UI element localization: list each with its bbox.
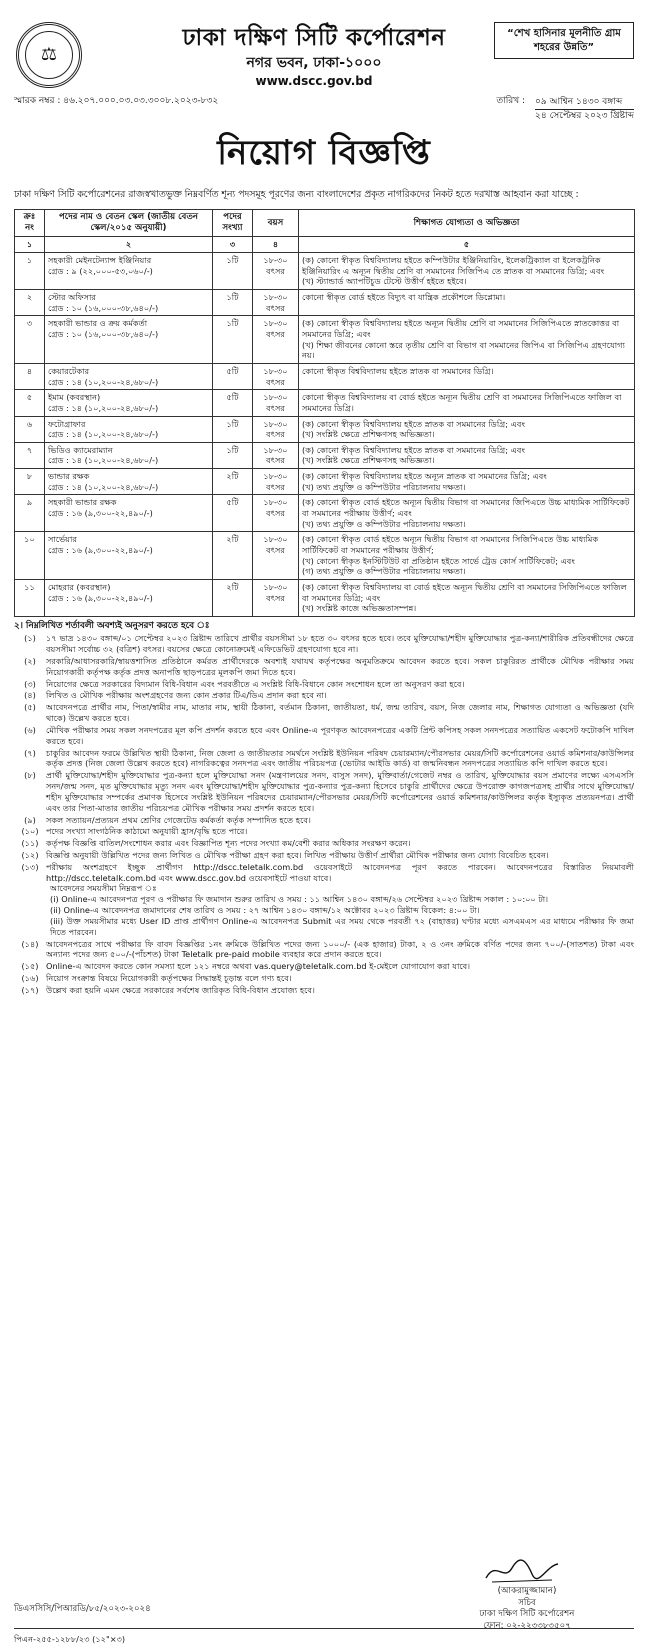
condition-item <box>14 656 634 678</box>
qualification-line: (ক) কোনো স্বীকৃত বিশ্ববিদ্যালয় হইতে অন্যূন দ্বিতীয় শ্রেণি বা সমমানের সিজিপিএতে স্নাতকোত্তর বা সমমানের ডিগ্রি; এবং <box>302 318 620 339</box>
condition-body <box>46 656 634 678</box>
condition-body <box>46 748 634 770</box>
pay-grade: গ্রেড : ১৪ (১০,২০০-২৪,৬৮০/-) <box>48 402 159 413</box>
table-header-row <box>15 209 635 236</box>
condition-subitem: (ii) Online-এ আবেদনপত্র জমাদানের শেষ তারিখ ও সময় : ২৭ আশ্বিন ১৪৩০ বঙ্গাব্দ/১২ অক্টোবর ২০২৩ খ্রিষ্টাব্দ বিকেল: ৪:০০ টা। <box>50 905 480 916</box>
condition-text: প্রার্থী মুক্তিযোদ্ধা/শহীদ মুক্তিযোদ্ধার পুত্র-কন্যা হলে মুক্তিযোদ্ধা সনদ (মন্ত্রণালয়ের সনদ, বাসুস সনদ), মুক্তিবার্তা/গেজেট নম্বর ও তারিখ, মুক্তিযোদ্ধার বয়স প্রমাণের লক্ষ্যে এসএসসি সনদ/জন্ম সনদ, মৃত মুক্তিযোদ্ধার মৃত্যু সনদ এবং মুক্তিযোদ্ধা/শহীদ মুক্তিযোদ্ধার পুত্র-কন্যার পুত্র-কন্যা হিসেবে চাকুরি প্রার্থীদের ক্ষেত্রে উপরোক্ত কাগজপত্রসহ প্রার্থীর সাথে মুক্তিযোদ্ধা/শহীদ মুক্তিযোদ্ধার সম্পর্কের প্রমাণক হিসেবে সংশ্লিষ্ট ইউনিয়ন পরিষদের চেয়ারম্যান/পৌরসভার মেয়র/সিটি কর্পোরেশনের ওয়ার্ড কমিশনার/কাউন্সিলর কর্তৃক ইস্যুকৃত প্রত্যয়নপত্র। প্রার্থী এবং তার পিতা-মাতার জাতীয় পরিচয়পত্র মৌখিক পরীক্ষার সময় প্রদর্শন করতে হবে। <box>46 770 634 813</box>
serial-cell: ৫ <box>15 390 45 416</box>
condition-item <box>14 961 634 972</box>
pay-grade: গ্রেড : ১৬ (৯,৩০০-২২,৪৯০/-) <box>48 545 153 556</box>
condition-body <box>46 633 634 655</box>
condition-body <box>46 985 634 996</box>
condition-item <box>14 702 634 724</box>
condition-item <box>14 850 634 861</box>
table-row <box>15 390 635 416</box>
qualification-cell <box>299 469 635 495</box>
condition-text: পরীক্ষায় অংশগ্রহণে ইচ্ছুক প্রার্থীগণ http://dscc.teletalk.com.bd ওয়েবসাইটে আবেদনপত্র পূরণ করতে পারবেন। আবেদনপত্রের বিস্তারিত নিয়মাবলী http://dscc.teletalk.com.bd এবং www.dscc.gov.bd ওয়েবসাইটে পাওয়া যাবে। <box>46 861 634 883</box>
header-age: বয়স <box>253 209 299 236</box>
qualification-line: (খ) সংশ্লিষ্ট কাজে অভিজ্ঞতাসম্পন্ন। <box>302 603 417 614</box>
condition-text: নিয়োগ সংক্রান্ত বিষয়ে নিয়োগকারী কর্তৃপক্ষের সিদ্ধান্তই চূড়ান্ত বলে গণ্য হবে। <box>46 973 292 984</box>
qualification-line: (খ) কোনো স্বীকৃত ইনস্টিটিউট বা প্রতিষ্ঠান হইতে সার্ভে ট্রেড কোর্স সার্টিফিকেট; এবং <box>302 555 575 566</box>
header-post: পদের নাম ও বেতন স্কেল (জাতীয় বেতন স্কেল/২০১৫ অনুযায়ী) <box>45 209 213 236</box>
condition-number: (৭) <box>24 747 36 758</box>
table-row <box>15 252 635 289</box>
memo-number: স্মারক নম্বর : ৪৬.২০৭.০০০.০৩.০৩.৩০০৮.২০২৩-৮৩২ <box>14 96 219 106</box>
serial-cell: ১১ <box>15 580 45 617</box>
qualification-line: কোনো স্বীকৃত বিশ্ববিদ্যালয় বা বোর্ড হইতে অন্যূন দ্বিতীয় শ্রেণি বা সমমানের সিজিপিএতে ফাজিল বা সমমানের ডিগ্রি। <box>302 392 622 413</box>
age-cell: ১৮-৩০ বৎসর <box>253 532 299 580</box>
col-number: ২ <box>45 237 213 253</box>
condition-subitem: (i) Online-এ আবেদনপত্র পূরণ ও পরীক্ষার ফি জমাদান শুরুর তারিখ ও সময় : ১১ আশ্বিন ১৪৩০ বঙ্গাব্দ/২৬ সেপ্টেম্বর ২০২৩ খ্রিষ্টাব্দ সকাল : ১০:০০ টা। <box>50 894 549 905</box>
post-count-cell: ১টি <box>213 416 253 442</box>
post-name: সার্ভেয়ার <box>48 534 77 545</box>
condition-number: (১২) <box>21 850 39 860</box>
condition-item <box>14 973 634 984</box>
condition-body <box>46 850 634 861</box>
condition-item <box>14 748 634 770</box>
condition-number: (১৫) <box>21 961 39 972</box>
print-code: পিএন-২৫৫-১২৮৮/২৩ (১২"×৩) <box>14 1634 126 1644</box>
age-cell: ১৮-৩০ বৎসর <box>253 416 299 442</box>
intro-paragraph: ঢাকা দক্ষিণ সিটি কর্পোরেশনের রাজস্বখাতভুক্ত নিম্নবর্ণিত শূন্য পদসমূহ পূরণের জন্য বাংলাদেশের প্রকৃত নাগরিকদের নিকট হতে দরখাস্ত আহবান করা যাচ্ছে : <box>14 188 579 200</box>
signature-block <box>442 1560 612 1632</box>
condition-item <box>14 725 634 747</box>
pay-grade: গ্রেড : ৯ (২২,০০০-৫৩,০৬০/-) <box>48 265 153 276</box>
pay-grade: গ্রেড : ১৪ (১০,২০০-২৪,৬৮০/-) <box>48 481 159 492</box>
condition-item <box>14 633 634 655</box>
post-count-cell: ২টি <box>213 469 253 495</box>
table-row <box>15 316 635 364</box>
condition-text: চাকুরির আবেদন ফরমে উল্লিখিত স্থায়ী ঠিকানা, নিজ জেলা ও জাতীয়তার সমর্থনে সংশ্লিষ্ট ইউনিয়ন পরিষদ চেয়ারম্যান/পৌরসভার মেয়র/সিটি কর্পোরেশনের ওয়ার্ড কমিশনার/কাউন্সিলর কর্তৃক প্রদত্ত (নিজ জেলা উল্লেখ করতে হবে) নাগরিকত্বের সনদপত্র এবং জাতীয় পরিচয়পত্র (ভোটার আইডি কার্ড) বা জন্মনিবন্ধন সনদপত্রের সত্যায়িত কপি দাখিল করতে হবে। <box>46 747 634 769</box>
condition-text: বিজ্ঞপ্তি অনুযায়ী উল্লিখিত পদের জন্য লিখিত ও মৌখিক পরীক্ষা গ্রহণ করা হবে। লিখিত পরীক্ষায় উত্তীর্ণ প্রার্থীরা মৌখিক পরীক্ষার জন্য যোগ্য বিবেচিত হবেন। <box>46 850 549 860</box>
serial-cell: ২ <box>15 289 45 315</box>
condition-item <box>14 939 634 961</box>
condition-body <box>46 838 634 849</box>
serial-cell: ৮ <box>15 469 45 495</box>
vacancy-table <box>14 209 635 617</box>
col-number: ৪ <box>253 237 299 253</box>
table-row <box>15 442 635 468</box>
qualification-line: (গ) তথ্য প্রযুক্তি ও কম্পিউটার পরিচালনায় দক্ষতা। <box>302 566 466 577</box>
post-count-cell: ৫টি <box>213 495 253 532</box>
age-cell: ১৮-৩০ বৎসর <box>253 469 299 495</box>
post-cell <box>45 316 213 364</box>
column-number-row <box>15 237 635 253</box>
pay-grade: গ্রেড : ১৪ (১০,২০০-২৪,৬৮০/-) <box>48 455 159 466</box>
serial-cell: ৩ <box>15 316 45 364</box>
post-name: স্টোর অফিসার <box>48 291 96 302</box>
condition-body <box>46 770 634 813</box>
condition-number: (৬) <box>24 724 36 735</box>
serial-cell: ৬ <box>15 416 45 442</box>
signatory-phone: ফোন: ০২-২২৩৩৮৩৫০৭ <box>483 1620 571 1631</box>
post-name: ভান্ডার রক্ষক <box>48 471 90 482</box>
post-cell <box>45 442 213 468</box>
qualification-line: কোনো স্বীকৃত বিশ্ববিদ্যালয় হইতে স্নাতক বা সমমানের ডিগ্রি। <box>302 365 494 376</box>
qualification-cell <box>299 390 635 416</box>
signatory-name: (আকরামুজ্জামান) <box>497 1586 557 1596</box>
post-name: সহকারী মেইনটেন্যান্স ইঞ্জিনিয়ার <box>48 254 152 265</box>
qualification-line: কোনো স্বীকৃত বোর্ড হইতে বিদ্যুৎ বা যান্ত্রিক প্রকৌশলে ডিপ্লোমা। <box>302 291 506 302</box>
condition-number: (২) <box>24 655 36 666</box>
post-cell <box>45 469 213 495</box>
post-name: সহকারী ভান্ডার ও ক্রয় কর্মকর্তা <box>48 318 148 329</box>
serial-cell: ৪ <box>15 363 45 389</box>
date-english: ২৪ সেপ্টেম্বর ২০২৩ খ্রিষ্টাব্দ <box>535 111 634 122</box>
post-name: ইমাম (কবরস্থান) <box>48 392 101 403</box>
qualification-line: (ক) কোনো স্বীকৃত বিশ্ববিদ্যালয় বা বোর্ড হইতে অন্যূন দ্বিতীয় শ্রেণি বা সমমানের সিজিপিএতে ফাজিল বা সমমানের ডিগ্রি; এবং <box>302 582 627 603</box>
post-cell <box>45 363 213 389</box>
condition-item <box>14 770 634 813</box>
condition-number: (১) <box>24 633 36 644</box>
post-count-cell: ২টি <box>213 580 253 617</box>
org-name: ঢাকা দক্ষিণ সিটি কর্পোরেশন <box>182 25 446 51</box>
condition-subitem: আবেদনের সময়সীমা নিম্নরূপ ঃ <box>50 883 157 894</box>
condition-body <box>46 702 634 724</box>
pay-grade: গ্রেড : ১৬ (৯,৩০০-২২,৪৯০/-) <box>48 508 153 519</box>
col-number: ১ <box>15 237 45 253</box>
age-cell: ১৮-৩০ বৎসর <box>253 316 299 364</box>
qualification-line: (ক) কোনো স্বীকৃত বিশ্ববিদ্যালয় হইতে অন্যূন স্নাতক বা সমমানের ডিগ্রি; এবং <box>302 471 547 482</box>
post-count-cell: ২টি <box>213 532 253 580</box>
qualification-line: (ক) কোনো স্বীকৃত বিশ্ববিদ্যালয় হইতে কম্পিউটার ইঞ্জিনিয়ারিং, ইলেকট্রিক্যাল বা ইলেকট্রনিক ইঞ্জিনিয়ারিং এ অন্যূন দ্বিতীয় শ্রেণি বা সমমানের সিজিপিএ তে স্নাতক বা সমমানের ডিগ্রি; এবং <box>302 254 605 276</box>
post-cell <box>45 252 213 289</box>
post-name: ভিডিও ক্যামেরাম্যান <box>48 444 113 455</box>
org-website: www.dscc.gov.bd <box>255 74 373 89</box>
condition-text: Online-এ আবেদন করতে কোন সমস্যা হলে ১২১ নম্বরে অথবা vas.query@teletalk.com.bd ই-মেইলে যোগাযোগ করা যাবে। <box>46 961 471 972</box>
qualification-line: (ক) কোনো স্বীকৃত বোর্ড হইতে অন্যূন দ্বিতীয় বিভাগ বা সমমানের সিজিপিএতে উচ্চ মাধ্যমিক সার্টিফিকেট বা সমমানের পরীক্ষায় উত্তীর্ণ; <box>302 534 599 556</box>
qualification-line: (খ) তথ্য প্রযুক্তি ও কম্পিউটার পরিচালনায় দক্ষতা। <box>302 481 466 492</box>
post-cell <box>45 532 213 580</box>
table-row <box>15 416 635 442</box>
pay-grade: গ্রেড : ১০ (১৬,০০০-৩৮,৬৪০/-) <box>48 302 159 313</box>
table-row <box>15 495 635 532</box>
conditions-heading: ২। নিম্নলিখিত শর্তাবলী অবশ্যই অনুসরণ করতে হবে ঃ <box>14 621 210 632</box>
post-cell <box>45 390 213 416</box>
serial-cell: ৯ <box>15 495 45 532</box>
pay-grade: গ্রেড : ১০ (১৬,০০০-৩৮,৬৪০/-) <box>48 328 159 339</box>
condition-number: (৪) <box>24 690 36 701</box>
condition-number: (১৩) <box>21 861 39 872</box>
qualification-line: (খ) সংশ্লিষ্ট ক্ষেত্রে প্রশিক্ষণসহ অভিজ্ঞতা। <box>302 455 435 466</box>
qualification-cell <box>299 495 635 532</box>
post-cell <box>45 416 213 442</box>
age-cell: ১৮-৩০ বৎসর <box>253 363 299 389</box>
letterhead <box>14 14 634 122</box>
qualification-cell <box>299 252 635 289</box>
age-cell: ১৮-৩০ বৎসর <box>253 289 299 315</box>
org-address: নগর ভবন, ঢাকা-১০০০ <box>246 55 382 72</box>
qualification-line: (খ) শিক্ষা জীবনের কোনো স্তরে তৃতীয় শ্রেণি বা বিভাগ বা সমমানের জিপিএ বা সিজিপিএ গ্রহণযোগ্য নয়। <box>302 339 625 361</box>
serial-cell: ১ <box>15 252 45 289</box>
qualification-line: (খ) তথ্য প্রযুক্তি ও কম্পিউটার পরিচালনায় দক্ষতা। <box>302 518 466 529</box>
condition-subitem: (iii) উক্ত সময়সীমার মধ্যে User ID প্রাপ্ত প্রার্থীগণ Online-এ আবেদনপত্র Submit এর সময় থেকে পরবর্তী ৭২ (বাহাত্তর) ঘণ্টার মধ্যে এসএমএস এর মাধ্যমে পরীক্ষার ফি জমা দিতে পারবেন। <box>50 915 634 937</box>
header-serial: ক্রঃ নং <box>15 209 45 236</box>
condition-number: (১৬) <box>21 973 39 984</box>
condition-item <box>14 985 634 996</box>
col-number: ৩ <box>213 237 253 253</box>
qualification-line: (ক) কোনো স্বীকৃত বিশ্ববিদ্যালয় হইতে স্নাতক বা সমমানের ডিগ্রি; এবং <box>302 418 525 429</box>
notice-title: নিয়োগ বিজ্ঞপ্তি <box>217 133 431 173</box>
qualification-cell <box>299 580 635 617</box>
condition-number: (১১) <box>21 838 39 849</box>
qualification-cell <box>299 532 635 580</box>
handwritten-signature-icon <box>482 1556 562 1586</box>
post-count-cell: ১টি <box>213 442 253 468</box>
bottom-divider <box>14 1628 634 1629</box>
qualification-cell <box>299 442 635 468</box>
date-bangla: ০৯ আশ্বিন ১৪৩০ বঙ্গাব্দ <box>535 96 634 110</box>
age-cell: ১৮-৩০ বৎসর <box>253 252 299 289</box>
date-label: তারিখ : <box>496 96 526 106</box>
condition-number: (৮) <box>24 770 36 781</box>
condition-item <box>14 862 634 938</box>
post-count-cell: ১টি <box>213 289 253 315</box>
condition-number: (৩) <box>24 678 36 689</box>
table-row <box>15 363 635 389</box>
serial-cell: ১০ <box>15 532 45 580</box>
condition-number: (১৪) <box>21 938 39 949</box>
post-cell <box>45 289 213 315</box>
logo-emblem: ⚖ <box>25 31 73 79</box>
condition-text: লিখিত ও মৌখিক পরীক্ষায় অংশগ্রহণের জন্য কোন প্রকার টিএ/ডিএ প্রদান করা হবে না। <box>46 690 327 701</box>
condition-body <box>46 826 634 837</box>
vacancy-rows <box>15 252 635 616</box>
post-name: ফটোগ্রাফার <box>48 418 86 429</box>
serial-cell: ৭ <box>15 442 45 468</box>
pay-grade: গ্রেড : ১৪ (১০,২০০-২৪,৬৮০/-) <box>48 429 159 440</box>
col-number: ৫ <box>299 237 635 253</box>
condition-body <box>46 973 634 984</box>
age-cell: ১৮-৩০ বৎসর <box>253 390 299 416</box>
table-row <box>15 469 635 495</box>
condition-item <box>14 690 634 701</box>
reference-row <box>14 96 634 123</box>
post-count-cell: ১টি <box>213 252 253 289</box>
qualification-cell <box>299 363 635 389</box>
condition-text: আবেদনপত্রে প্রার্থীর নাম, পিতা/স্বামীর নাম, মাতার নাম, স্থায়ী ঠিকানা, বর্তমান ঠিকানা, জাতীয়তা, ধর্ম, জন্ম তারিখ, বয়স, নিজ জেলার নাম, শিক্ষাগত যোগ্যতা ও অভিজ্ঞতা (যদি থাকে) উল্লেখ করতে হবে। <box>46 702 634 724</box>
table-row <box>15 532 635 580</box>
qualification-cell <box>299 289 635 315</box>
condition-item <box>14 815 634 826</box>
table-row <box>15 580 635 617</box>
qualification-cell <box>299 316 635 364</box>
slogan-box: “শেখ হাসিনার মূলনীতি গ্রাম শহরের উন্নতি” <box>494 22 634 59</box>
age-cell: ১৮-৩০ বৎসর <box>253 580 299 617</box>
pay-grade: গ্রেড : ১৬ (৯,৩০০-২২,৪৯০/-) <box>48 592 153 603</box>
qualification-cell <box>299 416 635 442</box>
condition-text: ১৭ ভাদ্র ১৪৩০ বঙ্গাব্দ/০১ সেপ্টেম্বর ২০২৩ খ্রিষ্টাব্দ তারিখে প্রার্থীর বয়সসীমা ১৮ হতে ৩০ বৎসর হতে হবে। তবে মুক্তিযোদ্ধা/শহীদ মুক্তিযোদ্ধার পুত্র-কন্যা/শারীরিক প্রতিবন্ধীদের ক্ষেত্রে বয়সসীমা সর্বোচ্চ ৩২ (বত্রিশ) বৎসর। বয়সের ক্ষেত্রে কোনোক্রমেই এফিডেভিট গ্রহণযোগ্য হবে না। <box>46 633 634 655</box>
org-block <box>114 24 514 90</box>
post-name: কেয়ারটেকার <box>48 365 90 376</box>
condition-body <box>46 815 634 826</box>
conditions-list <box>14 633 634 996</box>
qualification-line: (খ) সংশ্লিষ্ট ক্ষেত্রে প্রশিক্ষণসহ অভিজ্ঞতা। <box>302 429 435 440</box>
pay-grade: গ্রেড : ১৪ (১০,২০০-২৪,৬৮০/-) <box>48 376 159 387</box>
post-name: সহকারী ভান্ডার রক্ষক <box>48 497 117 508</box>
condition-number: (১৭) <box>21 984 39 995</box>
qualification-line: (ক) কোনো স্বীকৃত বোর্ড হইতে অন্যূন দ্বিতীয় বিভাগ বা সমমানের জিপিএতে উচ্চ মাধ্যমিক সার্টিফিকেট বা সমমানের পরীক্ষায় উত্তীর্ণ; এবং <box>302 497 630 519</box>
condition-text: উল্লেখ করা হয়নি এমন ক্ষেত্রে সরকারের সর্বশেষ জারিকৃত বিধি-বিধান প্রযোজ্য হবে। <box>46 984 315 995</box>
signatory-office: ঢাকা দক্ষিণ সিটি কর্পোরেশন <box>479 1609 575 1620</box>
condition-text: সরকারি/আধাসরকারি/স্বায়ত্তশাসিত প্রতিষ্ঠানে কর্মরত প্রার্থীদেরকে অবশ্যই যথাযথ কর্তৃপক্ষের অনুমতিক্রমে আবেদন করতে হবে। সকল চাকুরিরত প্রার্থীকে মৌখিক পরীক্ষার সময় নিয়োগকারী কর্তৃপক্ষ কর্তৃক প্রদত্ত অনাপত্তি ছাড়পত্রের মূলকপি জমা দিতে হবে। <box>46 655 634 677</box>
condition-body <box>46 862 634 938</box>
condition-text: কর্তৃপক্ষ বিজ্ঞপ্তি বাতিল/সংশোধন করার এবং বিজ্ঞাপিত শূন্য পদের সংখ্যা কম/বেশী করার অধিকার সংরক্ষণ করেন। <box>46 838 411 849</box>
table-row <box>15 289 635 315</box>
qualification-line: (খ) স্ট্যান্ডার্ড অ্যাপটিচুড টেস্টে উত্তীর্ণ হইতে হইবে। <box>302 276 467 287</box>
condition-number: (৯) <box>24 814 36 825</box>
condition-number: (৫) <box>24 702 36 713</box>
age-cell: ১৮-৩০ বৎসর <box>253 495 299 532</box>
signature-mark <box>442 1560 612 1586</box>
header-qualification: শিক্ষাগত যোগ্যতা ও অভিজ্ঞতা <box>299 209 635 236</box>
post-name: মোহরার (কবরস্থান) <box>48 582 111 593</box>
post-count-cell: ৫টি <box>213 390 253 416</box>
ad-code: ডিএসসিসি/পিআরডি/৮৫/২০২৩-২০২৪ <box>14 1604 151 1614</box>
post-cell <box>45 495 213 532</box>
qualification-line: (ক) কোনো স্বীকৃত বিশ্ববিদ্যালয় হইতে স্নাতক বা সমমানের ডিগ্রি; এবং <box>302 444 525 455</box>
age-cell: ১৮-৩০ বৎসর <box>253 442 299 468</box>
condition-body <box>46 725 634 747</box>
date-block <box>496 96 634 123</box>
condition-body <box>46 690 634 701</box>
condition-text: মৌখিক পরীক্ষার সময় সকল সনদপত্রের মূল কপি প্রদর্শন করতে হবে এবং Online-এ পূরণকৃত আবেদনপত্রের একটি প্রিন্ট কপিসহ সকল সনদপত্রের সত্যায়িত একসেট ফটোকপি দাখিল করতে হবে। <box>46 724 634 746</box>
condition-text: নিয়োগের ক্ষেত্রে সরকারের বিদ্যমান বিধি-বিধান এবং পরবর্তীতে এ সংশ্লিষ্ট বিধি-বিধানে কোন সংশোধন হলে তা অনুসরণ করা হবে। <box>46 678 465 689</box>
condition-body <box>46 679 634 690</box>
header-count: পদের সংখ্যা <box>213 209 253 236</box>
condition-text: পদের সংখ্যা সাংগঠনিক কাঠামো অনুযায়ী হ্রাস/বৃদ্ধি হতে পারে। <box>46 826 248 837</box>
condition-body <box>46 961 634 972</box>
dscc-logo-icon <box>16 22 82 88</box>
post-count-cell: ৫টি <box>213 363 253 389</box>
post-count-cell: ১টি <box>213 316 253 364</box>
condition-item <box>14 826 634 837</box>
condition-text: সকল সত্যায়ন/প্রত্যয়ন প্রথম শ্রেণির গেজেটেড কর্মকর্তা কর্তৃক সম্পাদিত হতে হবে। <box>46 814 311 825</box>
condition-text: আবেদনপত্রের সাথে পরীক্ষার ফি বাবদ বিজ্ঞপ্তির ১নং ক্রমিকে উল্লিখিত পদের জন্য ১০০০/- (এক হাজার) টাকা, ২ ও ৩নং ক্রমিকে বর্ণিত পদের জন্য ৭০০/-(সাতশত) টাকা এবং অন্যান্য পদের জন্য ৫০০/-(পাঁচশত) টাকা Teletalk pre-paid mobile ব্যবহার করে প্রদান করতে হবে। <box>46 938 634 960</box>
condition-item <box>14 679 634 690</box>
condition-number: (১০) <box>21 826 39 837</box>
condition-item <box>14 838 634 849</box>
signatory-designation: সচিব <box>518 1597 536 1608</box>
post-cell <box>45 580 213 617</box>
condition-body <box>46 939 634 961</box>
